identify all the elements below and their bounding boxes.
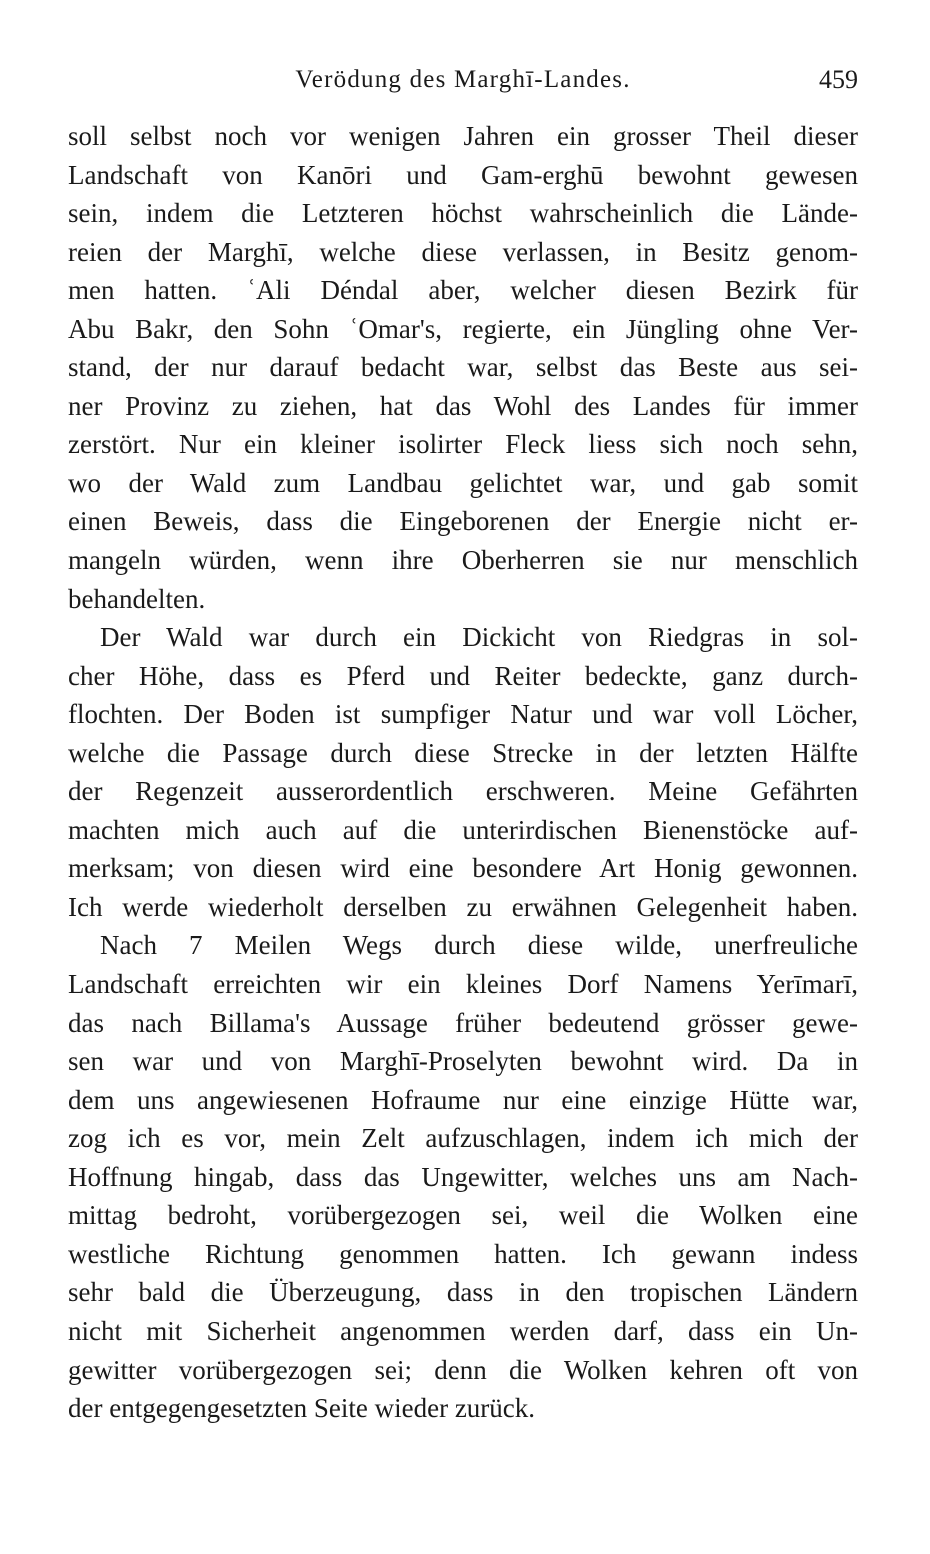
text-line: nicht mit Sicherheit angenommen werden darf, dass ein Un- (68, 1315, 858, 1346)
running-title: Verödung des Marghī-Landes. (295, 66, 631, 93)
text-line: welche die Passage durch diese Strecke in der letzten Hälfte (68, 737, 858, 768)
text-line: men hatten. ʿAli Déndal aber, welcher diesen Bezirk für (68, 275, 858, 306)
text-line: der Regenzeit ausserordentlich erschweren. Meine Gefährten (68, 776, 858, 807)
text-line: stand, der nur darauf bedacht war, selbst das Beste aus sei- (68, 352, 858, 383)
text-line: gewitter vorübergezogen sei; denn die Wolken kehren oft von (68, 1354, 858, 1385)
paragraph-2 (68, 618, 858, 926)
text-line: Abu Bakr, den Sohn ʿOmar's, regierte, ein Jüngling ohne Ver- (68, 313, 858, 344)
text-line: Landschaft von Kanōri und Gam-erghū bewohnt gewesen (68, 159, 858, 190)
text-line: mittag bedroht, vorübergezogen sei, weil die Wolken eine (68, 1200, 858, 1231)
text-line: wo der Wald zum Landbau gelichtet war, und gab somit (68, 467, 858, 498)
text-line: behandelten. (68, 583, 206, 614)
text-line: zog ich es vor, mein Zelt aufzuschlagen, indem ich mich der (68, 1123, 858, 1154)
body-text (68, 117, 858, 1428)
text-line: Ich werde wiederholt derselben zu erwähnen Gelegenheit haben. (68, 891, 858, 922)
text-line: Der Wald war durch ein Dickicht von Riedgras in sol- (100, 622, 858, 653)
text-line: zerstört. Nur ein kleiner isolirter Fleck liess sich noch sehn, (68, 429, 858, 460)
text-line: cher Höhe, dass es Pferd und Reiter bedeckte, ganz durch- (68, 660, 858, 691)
page-number: 459 (819, 65, 858, 94)
text-line: sen war und von Marghī-Proselyten bewohnt wird. Da in (68, 1046, 858, 1077)
text-line: Hoffnung hingab, dass das Ungewitter, welches uns am Nach- (68, 1161, 858, 1192)
running-head (68, 62, 858, 102)
text-line: sehr bald die Überzeugung, dass in den tropischen Ländern (68, 1277, 858, 1308)
text-line: dem uns angewiesenen Hofraume nur eine einzige Hütte war, (68, 1084, 858, 1115)
text-line: Landschaft erreichten wir ein kleines Dorf Namens Yerīmarī, (68, 969, 858, 1000)
text-line: machten mich auch auf die unterirdischen Bienenstöcke auf- (68, 814, 858, 845)
text-line: der entgegengesetzten Seite wieder zurück. (68, 1393, 536, 1424)
paragraph-1 (68, 117, 858, 618)
text-line: soll selbst noch vor wenigen Jahren ein grosser Theil dieser (68, 121, 858, 151)
text-line: sein, indem die Letzteren höchst wahrscheinlich die Lände- (68, 198, 858, 229)
text-line: westliche Richtung genommen hatten. Ich gewann indess (68, 1238, 858, 1269)
text-line: ner Provinz zu ziehen, hat das Wohl des Landes für immer (68, 390, 858, 421)
text-line: flochten. Der Boden ist sumpfiger Natur und war voll Löcher, (68, 699, 858, 730)
text-line: einen Beweis, dass die Eingeborenen der Energie nicht er- (68, 506, 858, 537)
text-line: Nach 7 Meilen Wegs durch diese wilde, unerfreuliche (100, 930, 858, 961)
text-line: reien der Marghī, welche diese verlassen, in Besitz genom- (68, 236, 858, 267)
paragraph-3 (68, 926, 858, 1427)
text-line: das nach Billama's Aussage früher bedeutend grösser gewe- (68, 1007, 858, 1038)
text-line: mangeln würden, wenn ihre Oberherren sie nur menschlich (68, 545, 858, 576)
text-line: merksam; von diesen wird eine besondere Art Honig gewonnen. (68, 853, 858, 884)
